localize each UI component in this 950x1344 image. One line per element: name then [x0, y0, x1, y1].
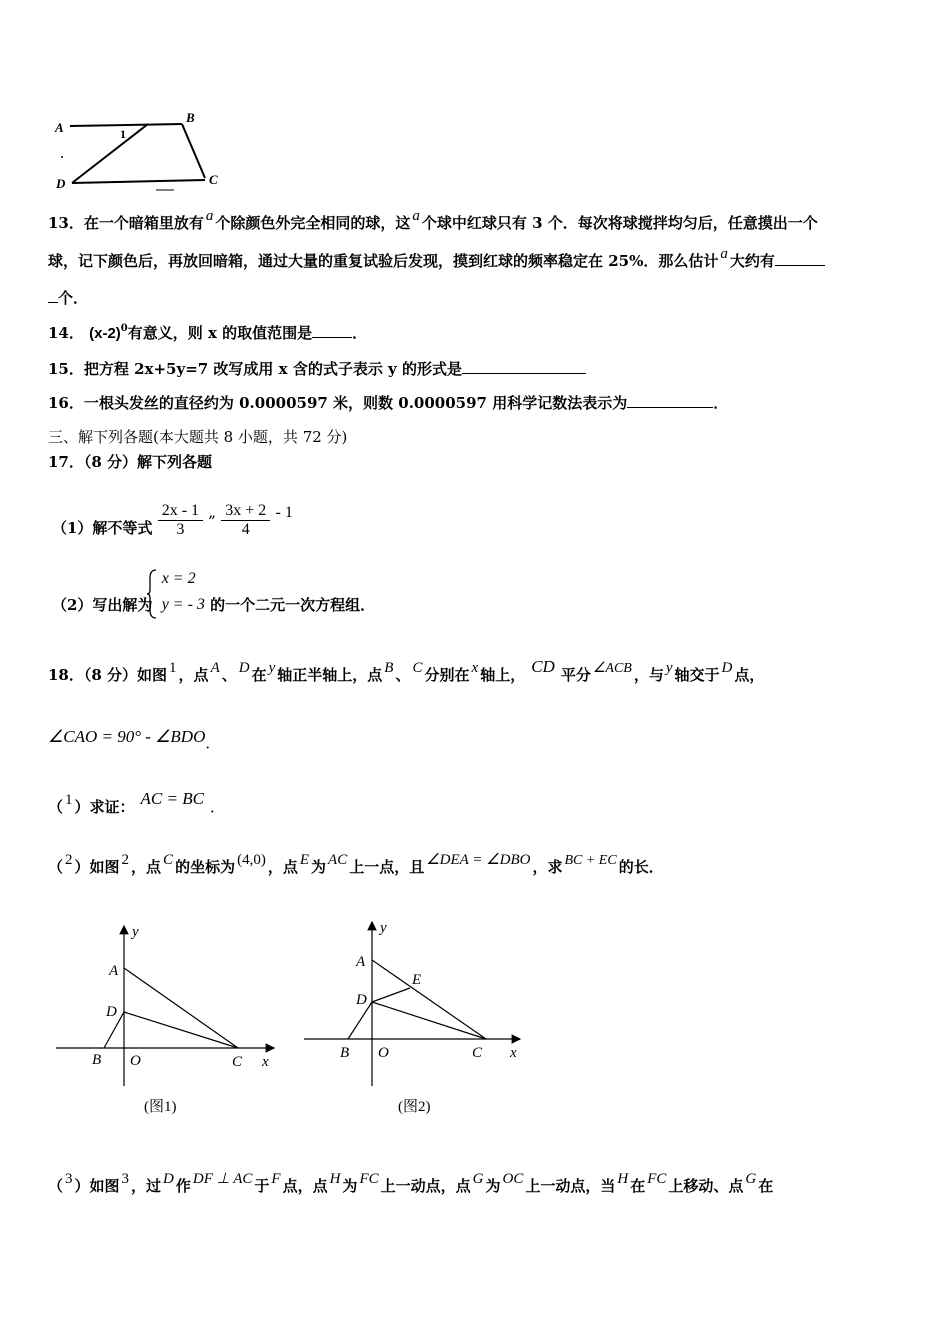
label-a: A — [356, 954, 366, 970]
label-d: D — [106, 1004, 117, 1020]
label-c: C — [472, 1045, 483, 1061]
point-d: D — [163, 1171, 174, 1187]
angle-equation: ∠DEA = ∠DBO — [426, 852, 531, 868]
label-a: A — [109, 963, 119, 979]
q13-text-a: 13．在一个暗箱里放有 — [48, 214, 204, 232]
q14-line — [48, 322, 367, 343]
q14-end: ． — [352, 324, 368, 342]
part-num: 2 — [65, 852, 73, 868]
segment-ac: AC — [328, 852, 348, 868]
segment-ab — [70, 124, 182, 126]
point-d: D — [238, 660, 250, 676]
q18-text: 在 — [758, 1177, 774, 1195]
equation-system — [158, 566, 205, 618]
q15-text: 15．把方程 2x+5y=7 改写成用 x 含的式子表示 y 的形式是 — [48, 360, 462, 378]
q14-exp: 0 — [120, 323, 128, 334]
q18-text: ，点 — [131, 858, 162, 876]
q16-end: ． — [713, 394, 729, 412]
point-h: H — [329, 1171, 341, 1187]
q14-text: 有意义，则 x 的取值范围是 — [127, 324, 313, 342]
figure-1 — [52, 918, 292, 1123]
q17-p1-label: （1）解不等式 — [52, 518, 153, 537]
segment-fc: FC — [359, 1171, 379, 1187]
q17-p2-tail: 的一个二元一次方程组． — [210, 596, 376, 614]
q17-part2 — [52, 566, 375, 622]
q18-text: 的坐标为 — [175, 858, 236, 876]
point-d: D — [721, 660, 733, 676]
point-c: C — [412, 660, 423, 676]
fig-ref: 2 — [121, 852, 130, 868]
axis-x: x — [471, 660, 479, 676]
inequality-symbol: „ — [208, 502, 217, 521]
figure-2 — [300, 918, 530, 1123]
label-b: B — [92, 1052, 102, 1068]
q17-p2-label: （2）写出解为 — [52, 596, 153, 614]
q18-part1 — [48, 789, 225, 817]
q14-num: 14． — [48, 324, 84, 342]
segment-bc — [182, 124, 205, 178]
answer-blank[interactable] — [627, 393, 713, 408]
q18-text: ）如图 — [74, 1177, 120, 1195]
q17-part1 — [52, 480, 293, 538]
q18-text: 点， — [734, 666, 765, 684]
q13-text-c: 个球中红球只有 3 个．每次将球搅拌均匀后，任意摸出一个 — [421, 214, 818, 232]
var-a: a — [205, 208, 214, 224]
segment-d-diag — [72, 124, 148, 183]
q18-text: ，过 — [131, 1177, 162, 1195]
label-y: y — [132, 924, 139, 940]
q16-line — [48, 392, 728, 413]
fraction-2-numerator: 3x + 2 — [221, 502, 270, 521]
q16-text: 16．一根头发丝的直径约为 0.0000597 米，则数 0.0000597 用科学记数法表示为 — [48, 394, 628, 412]
q18-text: 上移动、点 — [668, 1177, 744, 1195]
point-h: H — [617, 1171, 629, 1187]
q13-text-d: 球，记下颜色后，再放回暗箱，通过大量的重复试验后发现，摸到红球的频率稳定在 25%．那么估计 — [48, 252, 719, 270]
q18-line2 — [48, 726, 221, 752]
q18-line1 — [48, 657, 765, 685]
answer-blank[interactable] — [775, 251, 825, 266]
q18-text: ，点 — [267, 858, 298, 876]
q18-text: （ — [48, 1177, 64, 1195]
q18-text: ． — [209, 798, 225, 816]
segment-dc — [124, 1012, 238, 1048]
q17-tail: - 1 — [275, 503, 293, 521]
q18-text: 为 — [485, 1177, 501, 1195]
segment-de — [372, 988, 410, 1002]
dot-mark — [61, 156, 63, 158]
part-num: 1 — [65, 792, 73, 808]
label-o: O — [130, 1053, 141, 1069]
label-d: D — [356, 992, 367, 1008]
label-b: B — [186, 110, 195, 125]
angle-acb: ∠ACB — [592, 661, 632, 676]
answer-blank[interactable] — [462, 359, 586, 374]
q18-text: 18．（8 分）如图 — [48, 666, 168, 684]
q18-text: 在 — [251, 666, 267, 684]
fig-ref: 1 — [169, 660, 177, 676]
q18-text: ，求 — [532, 858, 563, 876]
q18-text: 点，点 — [282, 1177, 328, 1195]
answer-blank-cont[interactable] — [48, 288, 58, 303]
segment-dc — [372, 1002, 486, 1039]
q18-text: （ — [48, 798, 64, 816]
section-3-heading: 三、解下列各题(本大题共 8 小题，共 72 分) — [48, 428, 348, 446]
q17-title: 17．（8 分）解下列各题 — [48, 453, 213, 471]
label-x: x — [262, 1054, 269, 1070]
axis-y: y — [665, 660, 673, 676]
fraction-1-denominator: 3 — [176, 521, 185, 538]
q18-text: 上一动点，当 — [525, 1177, 616, 1195]
q18-text: 作 — [175, 1177, 191, 1195]
coordinate-c: (4,0) — [237, 852, 266, 868]
q14-expr: (x-2) — [89, 325, 121, 342]
q18-part2 — [48, 852, 664, 877]
q18-text: 为 — [311, 858, 327, 876]
label-d: D — [56, 176, 66, 191]
q18-text: ． — [205, 734, 221, 752]
given-angle-equation: ∠CAO = 90° - ∠BDO — [48, 727, 206, 746]
q13-text-f: 个． — [58, 289, 89, 307]
axis-y: y — [268, 660, 276, 676]
label-e: E — [412, 972, 422, 988]
q15-line — [48, 358, 586, 379]
q18-text: （ — [48, 858, 64, 876]
q18-text: 于 — [254, 1177, 270, 1195]
part-num: 3 — [65, 1171, 73, 1187]
label-c: C — [232, 1054, 243, 1070]
q18-text: 分别在 — [424, 666, 470, 684]
system-eq-1: x = 2 — [161, 570, 196, 587]
var-a: a — [720, 246, 728, 262]
label-angle-1: 1 — [120, 127, 126, 141]
segment-dc — [72, 180, 205, 183]
segment-ac — [124, 968, 238, 1048]
q13-text-e: 大约有 — [729, 252, 775, 270]
point-g: G — [745, 1171, 757, 1187]
q18-text: ，与 — [633, 666, 664, 684]
point-a: A — [210, 660, 220, 676]
system-eq-2: y = - 3 — [161, 596, 205, 613]
q18-text: ）如图 — [74, 858, 120, 876]
segment-cd: CD — [531, 657, 555, 676]
prove-ac-bc: AC = BC — [140, 789, 204, 808]
q18-text: ）求证： — [74, 798, 135, 816]
q18-part3 — [48, 1171, 774, 1196]
q13-text-b: 个除颜色外完全相同的球，这 — [215, 214, 411, 232]
q18-text: 轴交于 — [674, 666, 720, 684]
q18-text: 轴正半轴上，点 — [277, 666, 383, 684]
q18-text: 轴上， — [480, 666, 526, 684]
q18-text: 上一点，且 — [349, 858, 425, 876]
fraction-2-denominator: 4 — [241, 521, 250, 538]
fraction-1-numerator: 2x - 1 — [158, 502, 203, 521]
trapezoid-figure — [52, 110, 232, 200]
fraction-2 — [221, 502, 270, 539]
q18-text: 为 — [342, 1177, 358, 1195]
label-a: A — [55, 120, 64, 135]
point-g: G — [472, 1171, 484, 1187]
caption-fig2: (图2) — [398, 1099, 431, 1115]
fig-ref: 3 — [121, 1171, 130, 1187]
perp-df-ac: DF ⊥ AC — [192, 1171, 253, 1187]
point-c: C — [163, 852, 174, 868]
q18-text: 、 — [221, 666, 237, 684]
segment-oc: OC — [502, 1171, 524, 1187]
q18-text: 的长． — [618, 858, 664, 876]
q18-text: 上一动点，点 — [380, 1177, 471, 1195]
label-b: B — [340, 1045, 350, 1061]
q13-line3 — [48, 287, 88, 308]
point-f: F — [271, 1171, 281, 1187]
label-o: O — [378, 1045, 389, 1061]
label-y: y — [380, 920, 387, 936]
q13-line2 — [48, 246, 825, 271]
point-e: E — [299, 852, 310, 868]
answer-blank[interactable] — [312, 323, 352, 338]
q18-text: 在 — [630, 1177, 646, 1195]
label-x: x — [510, 1045, 517, 1061]
q18-text: 平分 — [560, 666, 591, 684]
segment-ac — [372, 960, 486, 1039]
expr-bc-ec: BC + EC — [564, 853, 617, 868]
fraction-1 — [158, 502, 203, 539]
left-brace — [146, 568, 158, 620]
label-c: C — [209, 172, 218, 187]
caption-fig1: (图1) — [144, 1099, 177, 1115]
q18-text: ，点 — [178, 666, 209, 684]
segment-fc: FC — [647, 1171, 667, 1187]
q13-line1 — [48, 208, 818, 233]
q18-text: 、 — [395, 666, 411, 684]
point-b: B — [384, 660, 394, 676]
var-a: a — [412, 208, 420, 224]
